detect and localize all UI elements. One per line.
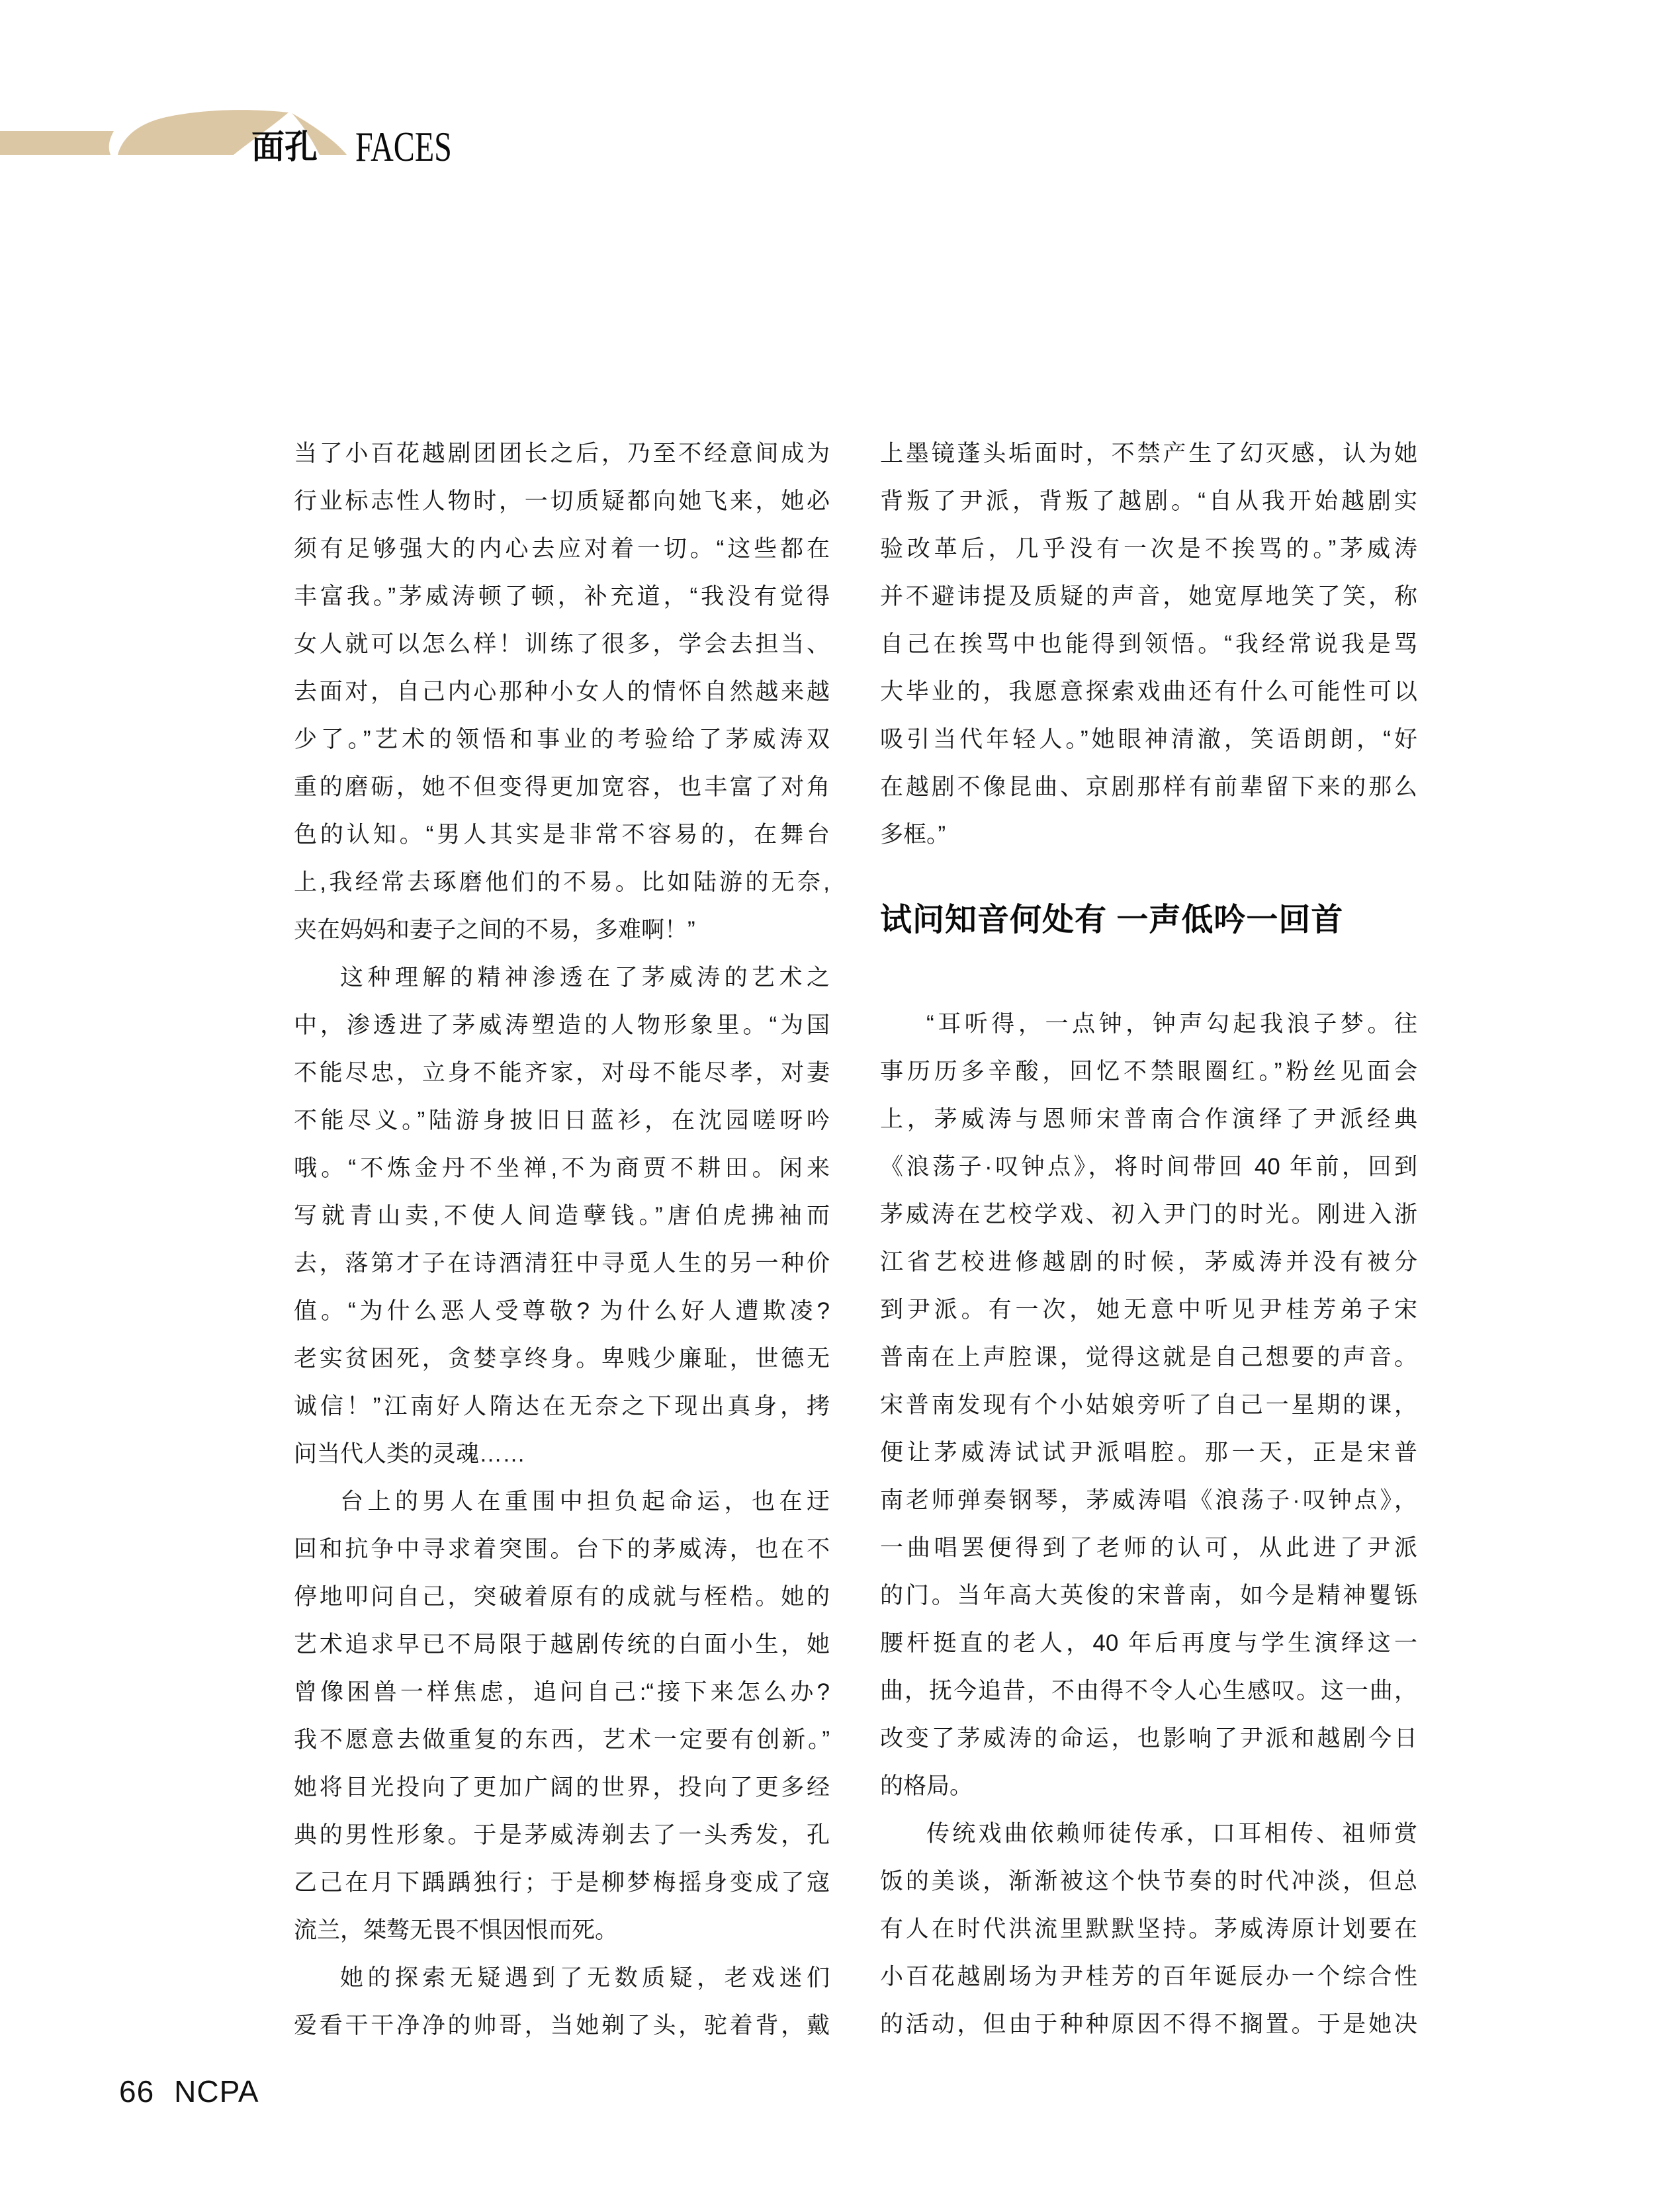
text-line: 腰杆挺直的老人，40 年后再度与学生演绎这一 (880, 1630, 1417, 1656)
text-line: 须有足够强大的内心去应对着一切。“这些都在 (294, 536, 830, 562)
text-line: 典的男性形象。于是茅威涛剃去了一头秀发，孔 (294, 1822, 830, 1848)
text-line: 女人就可以怎么样！训练了很多，学会去担当、 (294, 631, 830, 657)
text-line: 便让茅威涛试试尹派唱腔。那一天，正是宋普 (880, 1440, 1417, 1466)
text-line: 我不愿意去做重复的东西，艺术一定要有创新。” (294, 1727, 830, 1753)
right-column-top (880, 430, 1417, 859)
text-line: 曲，抚今追昔，不由得不令人心生感叹。这一曲， (880, 1678, 1417, 1704)
right-column (880, 430, 1417, 2048)
text-line: 吸引当代年轻人。”她眼神清澈，笑语朗朗，“好 (880, 726, 1417, 752)
text-line: 老实贫困死，贪婪享终身。卑贱少廉耻，世德无 (294, 1346, 830, 1372)
text-line: 重的磨砺，她不但变得更加宽容，也丰富了对角 (294, 774, 830, 800)
text-line: 中，渗透进了茅威涛塑造的人物形象里。“为国 (294, 1012, 830, 1038)
text-line: 曾像困兽一样焦虑，追问自己:“接下来怎么办? (294, 1679, 830, 1705)
text-line: 事历历多辛酸，回忆不禁眼圈红。”粉丝见面会 (880, 1059, 1417, 1084)
text-line: 背叛了尹派，背叛了越剧。“自从我开始越剧实 (880, 488, 1417, 514)
right-column-bottom (880, 1000, 1417, 2048)
text-line: 色的认知。“男人其实是非常不容易的，在舞台 (294, 822, 830, 848)
text-line: 爱看干干净净的帅哥，当她剃了头，驼着背，戴 (294, 2013, 830, 2038)
text-line: 值。“为什么恶人受尊敬? 为什么好人遭欺凌? (294, 1298, 830, 1324)
section-title-en: FACES (355, 123, 452, 170)
text-line: 她将目光投向了更加广阔的世界，投向了更多经 (294, 1774, 830, 1800)
text-line: 去面对，自己内心那种小女人的情怀自然越来越 (294, 679, 830, 705)
page-footer (119, 2075, 259, 2108)
text-line: 在越剧不像昆曲、京剧那样有前辈留下来的那么 (880, 774, 1417, 800)
text-line: 的格局。 (880, 1773, 973, 1799)
text-line: 夹在妈妈和妻子之间的不易，多难啊！” (294, 917, 695, 943)
text-line: 验改革后，几乎没有一次是不挨骂的。”茅威涛 (880, 536, 1417, 562)
text-line: 到尹派。有一次，她无意中听见尹桂芳弟子宋 (880, 1297, 1417, 1323)
text-line: 丰富我。”茅威涛顿了顿，补充道，“我没有觉得 (294, 584, 830, 609)
text-line: 有人在时代洪流里默默坚持。茅威涛原计划要在 (880, 1916, 1417, 1942)
text-line: 艺术追求早已不局限于越剧传统的白面小生，她 (294, 1632, 830, 1657)
text-line: 南老师弹奏钢琴，茅威涛唱《浪荡子·叹钟点》， (880, 1487, 1417, 1513)
text-line: 宋普南发现有个小姑娘旁听了自己一星期的课， (880, 1392, 1417, 1418)
text-line: 一曲唱罢便得到了老师的认可，从此进了尹派 (880, 1535, 1417, 1561)
text-line: 流兰，桀骜无畏不惧因恨而死。 (294, 1917, 619, 1943)
text-line: “耳听得，一点钟，钟声勾起我浪子梦。往 (926, 1011, 1417, 1037)
text-line: 写就青山卖,不使人间造孽钱。”唐伯虎拂袖而 (294, 1203, 830, 1229)
text-line: 诚信！”江南好人隋达在无奈之下现出真身，拷 (294, 1393, 830, 1419)
text-line: 大毕业的，我愿意探索戏曲还有什么可能性可以 (880, 679, 1417, 705)
text-line: 自己在挨骂中也能得到领悟。“我经常说我是骂 (880, 631, 1417, 657)
text-line: 的活动，但由于种种原因不得不搁置。于是她决 (880, 2011, 1417, 2037)
text-line: 江省艺校进修越剧的时候，茅威涛并没有被分 (880, 1249, 1417, 1275)
text-line: 不能尽义。”陆游身披旧日蓝衫，在沈园嗟呀吟 (294, 1108, 830, 1133)
journal-name: NCPA (174, 2074, 259, 2109)
text-line: 哦。“不炼金丹不坐禅,不为商贾不耕田。闲来 (294, 1155, 830, 1181)
text-line: 并不避讳提及质疑的声音，她宽厚地笑了笑，称 (880, 584, 1417, 609)
text-line: 改变了茅威涛的命运，也影响了尹派和越剧今日 (880, 1726, 1417, 1751)
text-line: 上墨镜蓬头垢面时，不禁产生了幻灭感，认为她 (880, 441, 1417, 466)
page-number: 66 (119, 2074, 155, 2109)
text-line: 问当代人类的灵魂…… (294, 1441, 526, 1467)
text-line: 茅威涛在艺校学戏、初入尹门的时光。刚进入浙 (880, 1202, 1417, 1227)
text-line: 饭的美谈，渐渐被这个快节奏的时代冲淡，但总 (880, 1868, 1417, 1894)
header-bar-shape (0, 131, 114, 155)
text-line: 回和抗争中寻求着突围。台下的茅威涛，也在不 (294, 1536, 830, 1562)
text-line: 普南在上声腔课，觉得这就是自己想要的声音。 (880, 1344, 1417, 1370)
text-line: 去，落第才子在诗酒清狂中寻觅人生的另一种价 (294, 1250, 830, 1276)
text-line: 多框。” (880, 822, 946, 848)
text-line: 的门。当年高大英俊的宋普南，如今是精神矍铄 (880, 1583, 1417, 1608)
text-line: 停地叩问自己，突破着原有的成就与桎梏。她的 (294, 1584, 830, 1610)
section-title-zh: 面孔 (251, 128, 318, 165)
text-line: 《浪荡子·叹钟点》，将时间带回 40 年前，回到 (880, 1154, 1417, 1180)
text-line: 不能尽忠，立身不能齐家，对母不能尽孝，对妻 (294, 1060, 830, 1086)
text-line: 少了。”艺术的领悟和事业的考验给了茅威涛双 (294, 726, 830, 752)
text-line: 当了小百花越剧团团长之后，乃至不经意间成为 (294, 441, 830, 466)
text-line: 传统戏曲依赖师徒传承，口耳相传、祖师赏 (926, 1821, 1417, 1847)
left-column (294, 430, 830, 2050)
text-line: 台上的男人在重围中担负起命运，也在迂 (340, 1489, 830, 1514)
text-line: 行业标志性人物时，一切质疑都向她飞来，她必 (294, 488, 830, 514)
text-line: 这种理解的精神渗透在了茅威涛的艺术之 (340, 965, 830, 990)
section-heading: 试问知音何处有 一声低吟一回首 (880, 902, 1344, 938)
text-line: 小百花越剧场为尹桂芳的百年诞辰办一个综合性 (880, 1964, 1417, 1990)
text-line: 她的探索无疑遇到了无数质疑，老戏迷们 (340, 1965, 830, 1991)
text-line: 上，茅威涛与恩师宋普南合作演绎了尹派经典 (880, 1106, 1417, 1132)
text-line: 上,我经常去琢磨他们的不易。比如陆游的无奈, (294, 869, 830, 895)
text-line: 乙己在月下踽踽独行；于是柳梦梅摇身变成了寇 (294, 1870, 830, 1896)
